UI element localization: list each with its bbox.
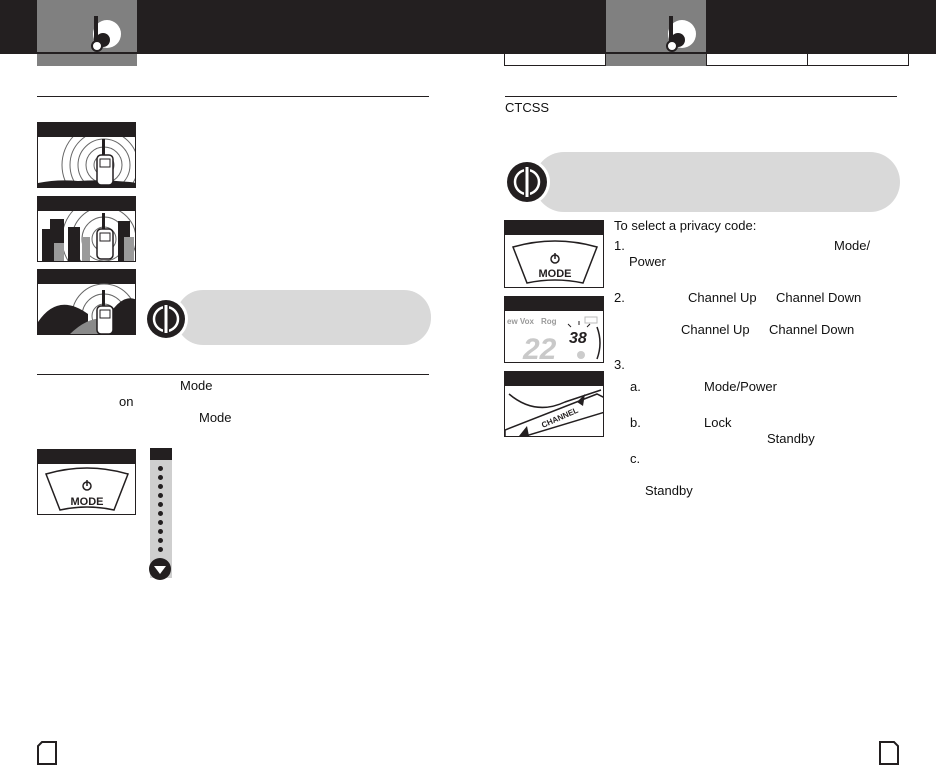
- progress-dot: [158, 475, 163, 480]
- page-number-box-right: [879, 741, 899, 765]
- step2-number: 2.: [614, 290, 625, 305]
- section-rule-top-left: [37, 96, 429, 97]
- mode-button-illustration-left: [37, 449, 136, 515]
- progress-dot: [158, 520, 163, 525]
- right-tab-1: [504, 54, 606, 66]
- note-callout-left: [176, 290, 431, 345]
- step3b-lock: Lock: [704, 415, 732, 430]
- step3b-label: b.: [630, 415, 641, 430]
- progress-dot: [158, 511, 163, 516]
- progress-dot: [158, 547, 163, 552]
- mode-button-illustration-right: [504, 220, 604, 288]
- channel-key-label: CHANNEL: [540, 405, 580, 430]
- lcd-code: 38: [569, 330, 587, 347]
- step2-channel-down: Channel Down: [776, 290, 862, 305]
- note-info-icon: [143, 296, 189, 342]
- ctcss-label: CTCSS: [505, 100, 550, 115]
- step2-channel-up-2: Channel Up: [681, 322, 750, 337]
- progress-dot: [158, 538, 163, 543]
- step1-power: Power: [629, 254, 666, 269]
- on-word: on: [119, 394, 134, 409]
- step1-number: 1.: [614, 238, 625, 253]
- progress-dot: [158, 484, 163, 489]
- page-number-box-left: [37, 741, 57, 765]
- progress-dot: [158, 502, 163, 507]
- step3c-label: c.: [630, 451, 641, 466]
- lcd-indicators: ew Vox: [507, 317, 534, 326]
- right-tab-3: [706, 54, 808, 66]
- note-info-icon: [503, 158, 551, 206]
- lcd-roger: Rog: [541, 317, 557, 326]
- mode-word-1: Mode: [180, 378, 213, 393]
- right-logo-box: [606, 0, 706, 66]
- section-rule-top-right: [505, 96, 897, 97]
- step2-channel-up: Channel Up: [688, 290, 757, 305]
- channel-key-illustration: [504, 371, 604, 437]
- step3a-label: a.: [630, 379, 641, 394]
- step1-mode: Mode/: [834, 238, 871, 253]
- step3b-standby: Standby: [767, 431, 815, 446]
- mode-word-2: Mode: [199, 410, 232, 425]
- lcd-channel: 22: [523, 333, 557, 364]
- section-rule-mid-left: [37, 374, 429, 375]
- privacy-heading: To select a privacy code:: [614, 218, 757, 233]
- step3c-standby: Standby: [645, 483, 693, 498]
- step3a-mode-power: Mode/Power: [704, 379, 777, 394]
- note-callout-right: [534, 152, 900, 212]
- progress-dot: [158, 466, 163, 471]
- step3-number: 3.: [614, 357, 625, 372]
- cobra-logo-icon: [606, 0, 706, 54]
- progress-dot: [158, 529, 163, 534]
- cobra-logo-icon: [37, 0, 137, 54]
- range-hills-illustration: [37, 269, 136, 335]
- left-logo-box: [37, 0, 137, 66]
- top-header-bar: [0, 0, 936, 54]
- range-city-illustration: [37, 196, 136, 262]
- mode-button-label: MODE: [538, 268, 572, 280]
- range-open-terrain-illustration: [37, 122, 136, 188]
- lcd-display-illustration: [504, 296, 604, 363]
- step2-channel-down-2: Channel Down: [769, 322, 855, 337]
- progress-dot: [158, 493, 163, 498]
- arrow-down-icon: [148, 557, 172, 581]
- right-tab-4: [807, 54, 909, 66]
- mode-button-label: MODE: [70, 496, 104, 508]
